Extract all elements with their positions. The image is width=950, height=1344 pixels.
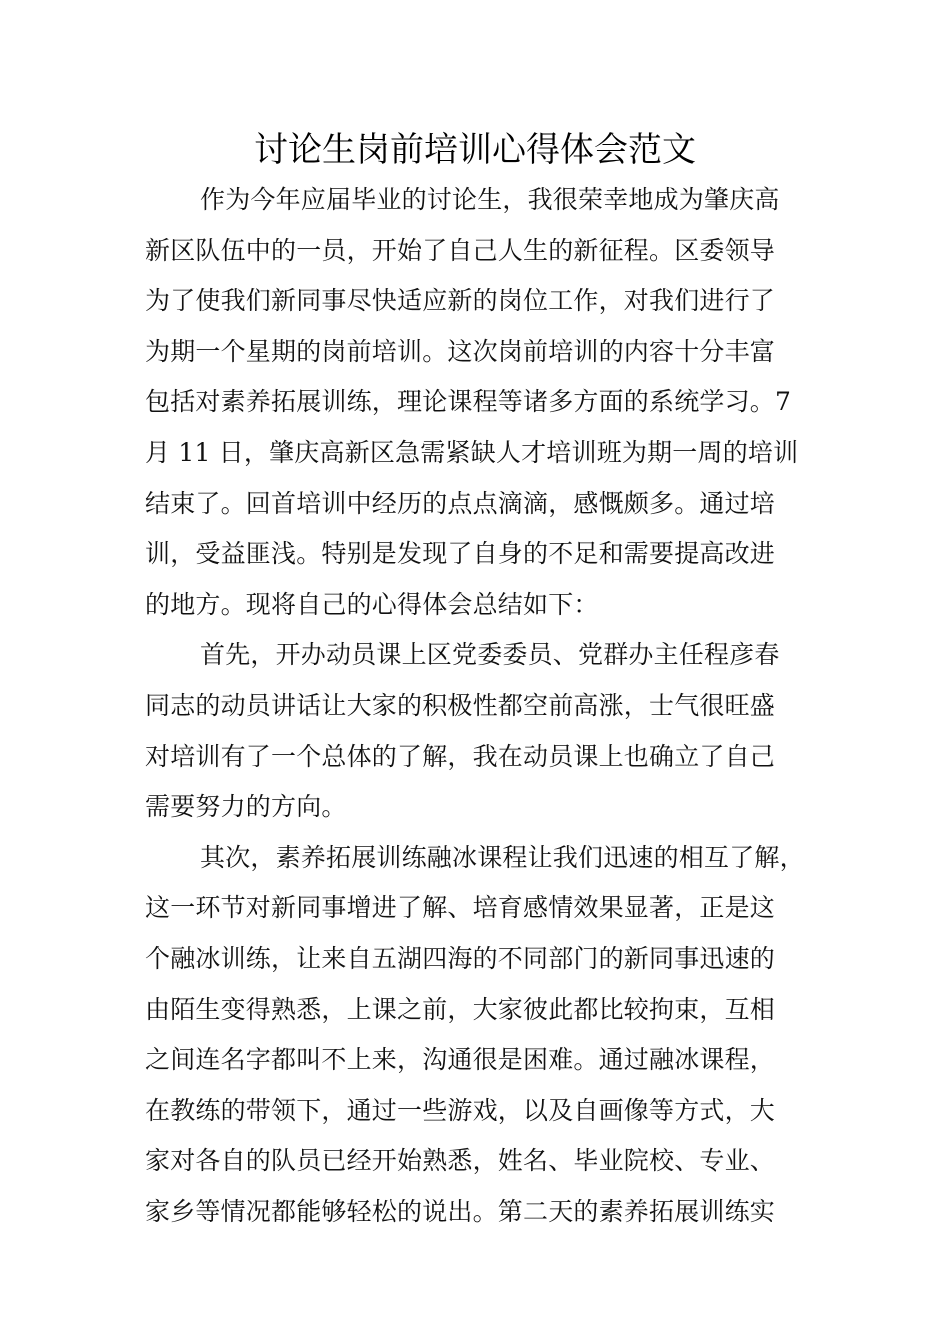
paragraph-line: 首先，开办动员课上区党委委员、党群办主任程彦春 — [200, 640, 780, 670]
paragraph-line: 家对各自的队员已经开始熟悉，姓名、毕业院校、专业、 — [145, 1146, 776, 1176]
paragraph-line: 新区队伍中的一员，开始了自己人生的新征程。区委领导 — [145, 235, 776, 265]
paragraph-line: 包括对素养拓展训练，理论课程等诸多方面的系统学习。7 — [145, 387, 792, 417]
paragraph-line: 这一环节对新同事增进了解、培育感情效果显著，正是这 — [145, 893, 776, 923]
paragraph-line: 结束了。回首培训中经历的点点滴滴，感慨颇多。通过培 — [145, 488, 776, 518]
paragraph-line: 对培训有了一个总体的了解，我在动员课上也确立了自己 — [145, 741, 776, 771]
paragraph-line: 其次，素养拓展训练融冰课程让我们迅速的相互了解， — [200, 842, 805, 872]
paragraph-line: 个融冰训练，让来自五湖四海的不同部门的新同事迅速的 — [145, 943, 776, 973]
paragraph-2 — [145, 630, 815, 832]
paragraph-line: 之间连名字都叫不上来，沟通很是困难。通过融冰课程， — [145, 1045, 776, 1075]
paragraph-line: 为期一个星期的岗前培训。这次岗前培训的内容十分丰富 — [145, 336, 776, 366]
paragraph-line: 月 11 日，肇庆高新区急需紧缺人才培训班为期一周的培训 — [145, 437, 799, 467]
paragraph-line: 同志的动员讲话让大家的积极性都空前高涨，士气很旺盛 — [145, 690, 776, 720]
paragraph-line: 训，受益匪浅。特别是发现了自身的不足和需要提高改进 — [145, 539, 776, 569]
paragraph-1 — [145, 175, 815, 630]
paragraph-line: 在教练的带领下，通过一些游戏，以及自画像等方式，大 — [145, 1095, 776, 1125]
paragraph-3 — [145, 833, 815, 1238]
document-title: 讨论生岗前培训心得体会范文 — [254, 130, 696, 170]
paragraph-line: 的地方。现将自己的心得体会总结如下： — [145, 589, 599, 619]
paragraph-line: 由陌生变得熟悉，上课之前，大家彼此都比较拘束，互相 — [145, 994, 776, 1024]
paragraph-line: 作为今年应届毕业的讨论生，我很荣幸地成为肇庆高 — [200, 185, 780, 214]
paragraph-line: 需要努力的方向。 — [145, 792, 347, 822]
paragraph-line: 为了使我们新同事尽快适应新的岗位工作，对我们进行了 — [145, 286, 776, 316]
paragraph-line: 家乡等情况都能够轻松的说出。第二天的素养拓展训练实 — [145, 1196, 776, 1226]
document-body — [145, 175, 815, 1237]
